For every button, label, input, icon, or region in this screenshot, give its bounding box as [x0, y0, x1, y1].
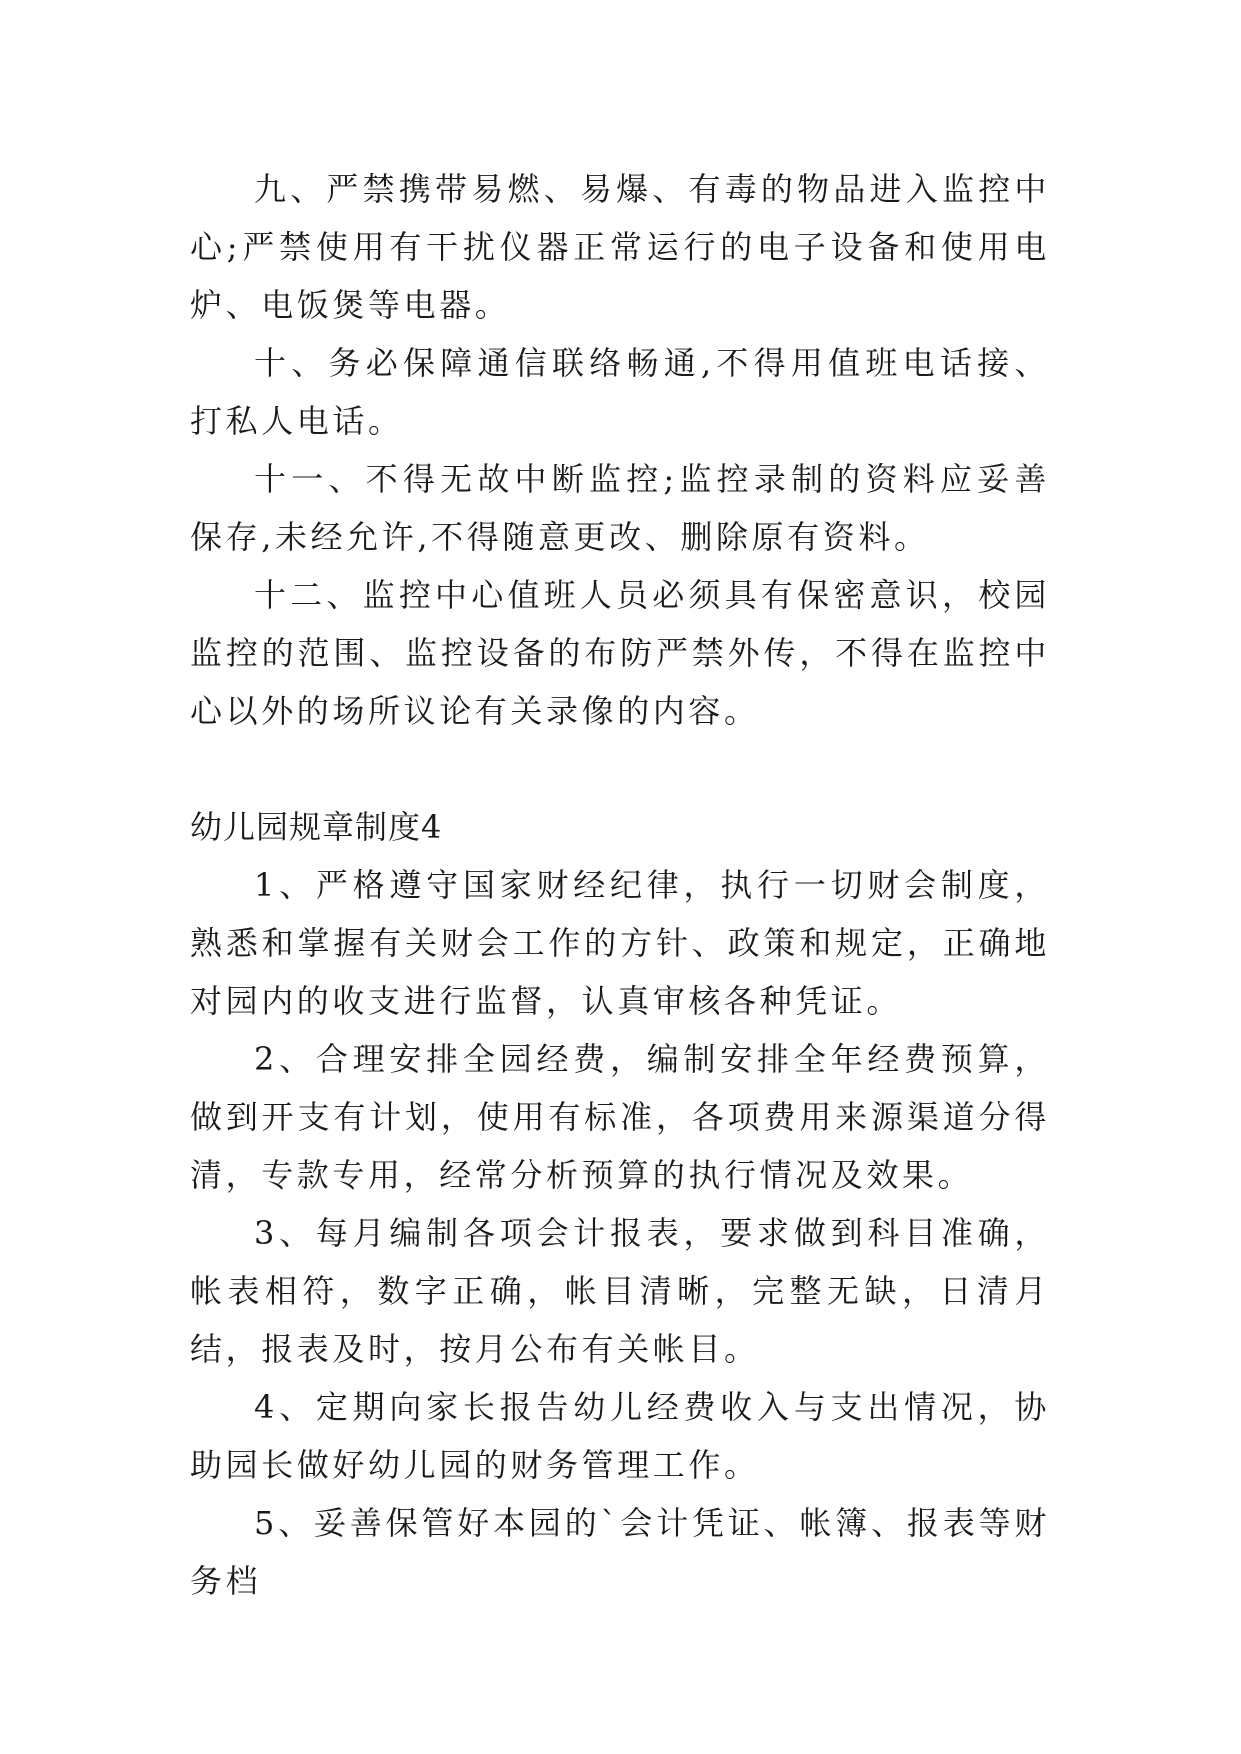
- paragraph-rule-4: 4、定期向家长报告幼儿经费收入与支出情况，协助园长做好幼儿园的财务管理工作。: [190, 1388, 1050, 1484]
- paragraph-item-12: 十二、监控中心值班人员必须具有保密意识，校园监控的范围、监控设备的布防严禁外传，不得在监控中心以外的场所议论有关录像的内容。: [190, 576, 1050, 730]
- paragraph-item-9: 九、严禁携带易燃、易爆、有毒的物品进入监控中心;严禁使用有干扰仪器正常运行的电子设备和使用电炉、电饭煲等电器。: [190, 170, 1050, 324]
- paragraph-rule-1: 1、严格遵守国家财经纪律，执行一切财会制度，熟悉和掌握有关财会工作的方针、政策和规定，正确地对园内的收支进行监督，认真审核各种凭证。: [190, 866, 1050, 1020]
- document-body: [190, 160, 1050, 1610]
- paragraph-item-10: 十、务必保障通信联络畅通,不得用值班电话接、打私人电话。: [190, 344, 1050, 440]
- paragraph-rule-3: 3、每月编制各项会计报表，要求做到科目准确，帐表相符，数字正确，帐目清晰，完整无缺，日清月结，报表及时，按月公布有关帐目。: [190, 1214, 1050, 1368]
- paragraph-rule-2: 2、合理安排全园经费，编制安排全年经费预算，做到开支有计划，使用有标准，各项费用来源渠道分得清，专款专用，经常分析预算的执行情况及效果。: [190, 1040, 1050, 1194]
- paragraph-rule-5: 5、妥善保管好本园的`会计凭证、帐簿、报表等财务档: [190, 1504, 1050, 1600]
- section-title: 幼儿园规章制度4: [190, 808, 443, 846]
- paragraph-item-11: 十一、不得无故中断监控;监控录制的资料应妥善保存,未经允许,不得随意更改、删除原有资料。: [190, 460, 1050, 556]
